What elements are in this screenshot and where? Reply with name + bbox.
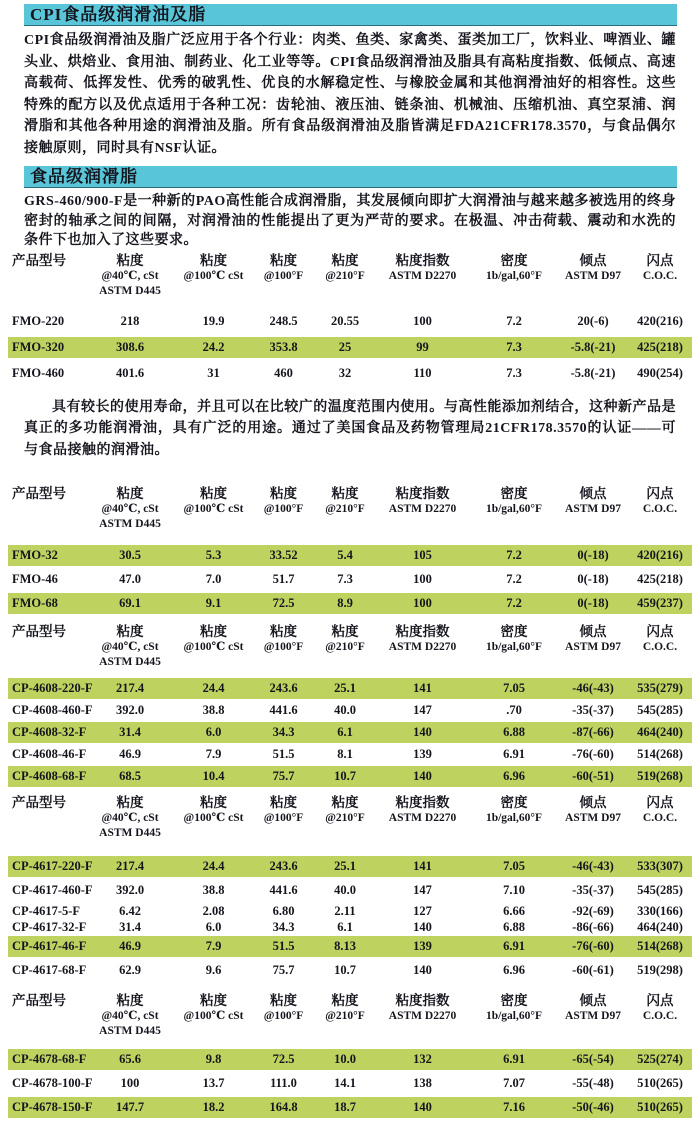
table-cell: 140 (413, 769, 432, 783)
datasheet-page (0, 4, 700, 1138)
table-column-header: 倾点 ASTM D97 (565, 795, 621, 824)
table-cell: 75.7 (272, 963, 295, 977)
table-cell: 490(254) (637, 365, 683, 380)
table-row (8, 744, 692, 765)
table-cell: 7.3 (506, 339, 522, 354)
product-model-cell: CP-4617-68-F (12, 963, 87, 977)
table-cell: 2.08 (202, 904, 225, 918)
table-row (8, 363, 692, 384)
table-cell: 6.1 (337, 725, 353, 739)
table-cell: 132 (413, 1052, 432, 1066)
table-column-header: 产品型号 (12, 252, 66, 268)
table-cell: 308.6 (115, 339, 145, 354)
product-model-cell: CP-4608-68-F (12, 769, 87, 783)
table-cell: 100 (120, 1076, 140, 1090)
product-model-cell: CP-4608-460-F (12, 703, 93, 717)
table-column-header: 产品型号 (12, 993, 66, 1008)
table-cell: 30.5 (119, 548, 141, 562)
table-row (8, 337, 692, 358)
table-column-header: 粘度 @100°F (263, 252, 304, 282)
table-cell: 31.4 (119, 725, 141, 739)
table-cell: 140 (413, 963, 432, 977)
table-cell: 20(-6) (577, 313, 609, 328)
table-cell: 47.0 (119, 572, 141, 586)
table-cell: -87(-66) (572, 725, 614, 739)
table-cell: 519(298) (637, 963, 683, 977)
table-cell: -65(-54) (572, 1052, 614, 1066)
table-cell: 0(-18) (577, 548, 609, 562)
table-cell: -5.8(-21) (570, 365, 616, 380)
table-cell: 6.0 (205, 920, 222, 934)
table-cell: 9.6 (205, 963, 222, 977)
table-cell: 14.1 (334, 1076, 356, 1090)
table-column-header: 闪点 C.O.C. (642, 624, 678, 653)
table-column-header: 粘度指数 ASTM D2270 (388, 624, 457, 653)
table-cell: 141 (413, 859, 432, 873)
table-cell: 46.9 (119, 747, 141, 761)
product-model-cell: FMO-460 (12, 365, 65, 380)
table-cell: 6.91 (503, 939, 525, 953)
table-cell: 127 (413, 904, 432, 918)
table-row (8, 880, 692, 901)
table-column-header: 粘度指数 ASTM D2270 (388, 993, 457, 1022)
product-model-cell: CP-4617-5-F (12, 904, 81, 918)
table-column-header: 粘度指数 ASTM D2270 (388, 252, 457, 282)
table-cell: 34.3 (272, 725, 295, 739)
table-cell: 19.9 (202, 313, 225, 328)
table-cell: 9.8 (205, 1052, 222, 1066)
table-column-header: 粘度 @100℃ cSt (183, 252, 244, 282)
product-model-cell: FMO-68 (12, 596, 58, 610)
table-cell: -60(-51) (572, 769, 614, 783)
table-column-header: 产品型号 (12, 486, 66, 501)
table-cell: 62.9 (119, 963, 141, 977)
table-column-header: 密度 1b/gal,60°F (485, 993, 543, 1022)
table-cell: 7.2 (506, 313, 522, 328)
table-header-row (8, 795, 692, 841)
table-cell: 6.0 (205, 725, 222, 739)
table-column-header: 倾点 ASTM D97 (565, 486, 621, 515)
table-cell: 464(240) (637, 920, 683, 934)
table-cell: 51.5 (272, 939, 295, 953)
table-header-row (8, 486, 692, 532)
table-column-header: 倾点 ASTM D97 (565, 993, 621, 1022)
table-cell: 243.6 (269, 681, 298, 695)
table-cell: 18.7 (334, 1100, 356, 1114)
table-cell: 7.05 (503, 681, 525, 695)
table-cell: 7.0 (205, 572, 222, 586)
table-cell: 441.6 (269, 703, 298, 717)
table-cell: 147 (413, 703, 432, 717)
table-cell: 147.7 (115, 1100, 145, 1114)
table-row (8, 311, 692, 332)
table-column-header: 粘度指数 ASTM D2270 (388, 795, 457, 824)
table-column-header: 粘度 @100℃ cSt (183, 993, 244, 1022)
product-model-cell: CP-4678-100-F (12, 1076, 93, 1090)
table-cell: 72.5 (272, 596, 295, 610)
table-cell: 464(240) (637, 725, 683, 739)
table-cell: 6.96 (503, 963, 525, 977)
table-column-header: 粘度 @40℃, cSt ASTM D445 (99, 624, 161, 668)
table-cell: -55(-48) (572, 1076, 614, 1090)
table-cell: 7.10 (503, 883, 525, 897)
table-cell: 8.1 (337, 747, 353, 761)
product-model-cell: CP-4617-32-F (12, 920, 87, 934)
table-cell: 40.0 (334, 703, 356, 717)
product-model-cell: FMO-320 (12, 339, 65, 354)
table-cell: 514(268) (637, 939, 683, 953)
table-cell: 13.7 (202, 1076, 225, 1090)
table-row (8, 936, 692, 957)
table-row (8, 678, 692, 699)
product-model-cell: FMO-32 (12, 548, 58, 562)
table-cell: 31.4 (119, 920, 141, 934)
table-cell: 441.6 (269, 883, 298, 897)
table-header-gap (8, 1039, 692, 1049)
paragraph-fmo-note: 具有较长的使用寿命，并且可以在比较广的温度范围内使用。与高性能添加剂结合，这种新产品是真正的多功能润滑油，具有广泛的用途。通过了美国食品及药物管理局21CFR178.3570的认证——可与食品接触的润滑油。 (24, 399, 676, 458)
table-cell: 8.9 (337, 596, 353, 610)
table-header-gap (8, 532, 692, 545)
product-model-cell: CP-4608-32-F (12, 725, 87, 739)
table-cell: 510(265) (637, 1100, 683, 1114)
table-column-header: 粘度 @40℃, cSt ASTM D445 (99, 486, 161, 530)
table-cell: 7.9 (205, 939, 222, 953)
table-cell: 7.07 (503, 1076, 525, 1090)
table-column-header: 闪点 C.O.C. (642, 795, 678, 824)
table-cell: 24.4 (202, 859, 225, 873)
table-cell: -76(-60) (572, 939, 614, 953)
table-row (8, 700, 692, 721)
table-cell: -5.8(-21) (570, 339, 616, 354)
table-cell: 7.3 (337, 572, 353, 586)
table-cell: 141 (413, 681, 432, 695)
table-cell: 353.8 (269, 339, 298, 354)
table-cell: 5.4 (337, 548, 353, 562)
table-header-row (8, 624, 692, 670)
table-row (8, 766, 692, 787)
table-cell: 6.66 (503, 904, 525, 918)
section-title-grease: 食品级润滑脂 (24, 166, 677, 188)
table-column-header: 粘度 @100°F (263, 486, 304, 515)
table-cell: 420(216) (637, 313, 683, 328)
table-cell: .70 (506, 703, 522, 717)
product-table-fmo-heavy (8, 253, 692, 384)
table-column-header: 粘度 @210°F (325, 993, 365, 1022)
table-cell: 164.8 (269, 1100, 298, 1114)
table-cell: 392.0 (115, 883, 145, 897)
table-cell: 392.0 (115, 703, 145, 717)
table-cell: 24.4 (202, 681, 225, 695)
table-cell: 25 (338, 339, 352, 354)
product-table-cp4617 (8, 795, 692, 981)
product-model-cell: CP-4608-220-F (12, 681, 93, 695)
table-cell: 110 (413, 365, 432, 380)
table-row (8, 1049, 692, 1070)
table-cell: 100 (413, 313, 432, 328)
table-column-header: 倾点 ASTM D97 (565, 624, 621, 653)
table-cell: 401.6 (115, 365, 145, 380)
table-cell: 535(279) (637, 681, 683, 695)
product-model-cell: CP-4678-150-F (12, 1100, 93, 1114)
table-cell: 217.4 (115, 681, 145, 695)
table-cell: 75.7 (272, 769, 295, 783)
table-cell: 140 (413, 725, 432, 739)
table-cell: 7.2 (506, 572, 522, 586)
table-cell: 6.1 (337, 920, 353, 934)
paragraph-grease-intro: GRS-460/900-F是一种新的PAO高性能合成润滑脂，其发展倾向即扩大润滑油与越来越多被选用的终身密封的轴承之间的间隔，对润滑油的性能提出了更为严苛的要求。在极温、冲击荷载、震动和水洗的条件下也加入了这些要求。 (24, 194, 676, 248)
table-cell: 33.52 (269, 548, 298, 562)
table-header-gap (8, 299, 692, 311)
table-cell: 6.88 (503, 725, 525, 739)
table-header-row (8, 253, 692, 299)
product-table-cp4678 (8, 993, 692, 1118)
table-cell: 460 (274, 365, 293, 380)
table-column-header: 产品型号 (12, 624, 66, 639)
table-cell: 24.2 (202, 339, 225, 354)
table-row (8, 960, 692, 981)
table-cell: 0(-18) (577, 572, 609, 586)
table-row (8, 904, 692, 919)
table-cell: 420(216) (637, 548, 683, 562)
table-cell: 7.05 (503, 859, 525, 873)
table-cell: 147 (413, 883, 432, 897)
table-row (8, 1097, 692, 1118)
table-cell: 459(237) (637, 596, 683, 610)
table-cell: -35(-37) (572, 883, 614, 897)
table-cell: 525(274) (637, 1052, 683, 1066)
table-cell: 6.88 (503, 920, 525, 934)
table-cell: 6.96 (503, 769, 525, 783)
table-cell: 105 (413, 548, 432, 562)
table-column-header: 闪点 C.O.C. (642, 486, 678, 515)
table-cell: 6.80 (272, 904, 295, 918)
table-column-header: 粘度 @40℃, cSt ASTM D445 (99, 795, 161, 839)
table-cell: 9.1 (205, 596, 222, 610)
table-cell: 138 (413, 1076, 432, 1090)
table-column-header: 粘度 @40℃, cSt ASTM D445 (99, 252, 161, 297)
table-row (8, 856, 692, 877)
table-cell: 217.4 (115, 859, 145, 873)
table-cell: 330(166) (637, 904, 683, 918)
table-column-header: 粘度 @100℃ cSt (183, 624, 244, 653)
table-column-header: 粘度 @210°F (325, 795, 365, 824)
table-column-header: 闪点 C.O.C. (642, 993, 678, 1022)
table-cell: 8.13 (334, 939, 356, 953)
table-cell: 7.16 (503, 1100, 525, 1114)
table-cell: -60(-61) (572, 963, 614, 977)
table-cell: 140 (413, 1100, 432, 1114)
table-cell: 7.9 (205, 747, 222, 761)
table-cell: 65.6 (119, 1052, 141, 1066)
table-cell: 545(285) (637, 703, 683, 717)
table-column-header: 产品型号 (12, 795, 66, 810)
table-cell: 46.9 (119, 939, 141, 953)
table-cell: 2.11 (334, 904, 356, 918)
table-column-header: 密度 1b/gal,60°F (485, 252, 543, 282)
table-cell: 514(268) (637, 747, 683, 761)
table-cell: 51.7 (272, 572, 295, 586)
table-cell: 519(268) (637, 769, 683, 783)
table-row (8, 593, 692, 614)
table-column-header: 粘度 @210°F (325, 624, 365, 653)
table-cell: 38.8 (202, 883, 225, 897)
table-cell: 6.91 (503, 1052, 525, 1066)
paragraph-oils-intro: CPI食品级润滑油及脂广泛应用于各个行业：肉类、鱼类、家禽类、蛋类加工厂，饮料业、啤酒业、罐头业、烘焙业、食用油、制药业、化工业等等。CPI食品级润滑油及脂具有高粘度指数、低倾点、高速高载荷、低挥发性、优秀的破乳性、优良的水解稳定性、与橡胶金属和其他润滑油好的相容性。这些特殊的配方以及优点适用于各种工况：齿轮油、液压油、链条油、机械油、压缩机油、真空泵浦、润滑脂和其他各种用途的润滑油及脂。所有食品级润滑油及脂皆满足FDA21CFR178.3570，与食品偶尔接触原则，同时具有NSF认证。 (24, 33, 676, 156)
table-cell: 10.4 (202, 769, 225, 783)
table-cell: 111.0 (270, 1076, 297, 1090)
table-cell: 72.5 (272, 1052, 295, 1066)
table-cell: -46(-43) (572, 859, 614, 873)
table-cell: -86(-66) (572, 920, 614, 934)
table-cell: -35(-37) (572, 703, 614, 717)
table-column-header: 粘度 @210°F (325, 252, 365, 282)
table-header-gap (8, 670, 692, 678)
table-cell: 218 (120, 313, 140, 328)
table-cell: 140 (413, 920, 432, 934)
table-cell: 545(285) (637, 883, 683, 897)
table-cell: 40.0 (334, 883, 356, 897)
table-cell: 510(265) (637, 1076, 683, 1090)
section-title-oils: CPI食品级润滑油及脂 (24, 4, 677, 26)
product-model-cell: CP-4617-46-F (12, 939, 87, 953)
table-cell: 425(218) (637, 572, 683, 586)
table-row (8, 920, 692, 935)
table-header-gap (8, 841, 692, 856)
table-column-header: 粘度 @100°F (263, 624, 304, 653)
product-model-cell: FMO-220 (12, 313, 65, 328)
product-model-cell: CP-4678-68-F (12, 1052, 87, 1066)
table-column-header: 密度 1b/gal,60°F (485, 624, 543, 653)
table-column-header: 粘度 @100°F (263, 993, 304, 1022)
table-column-header: 粘度 @100℃ cSt (183, 795, 244, 824)
table-row (8, 1073, 692, 1094)
table-cell: 18.2 (202, 1100, 225, 1114)
table-cell: -76(-60) (572, 747, 614, 761)
table-cell: 7.3 (506, 365, 522, 380)
table-cell: 100 (413, 596, 432, 610)
product-model-cell: FMO-46 (12, 572, 58, 586)
table-column-header: 密度 1b/gal,60°F (485, 486, 543, 515)
table-cell: 7.2 (506, 548, 522, 562)
table-cell: 20.55 (330, 313, 360, 328)
table-column-header: 倾点 ASTM D97 (565, 252, 621, 282)
table-cell: 100 (413, 572, 432, 586)
table-column-header: 粘度 @100°F (263, 795, 304, 824)
table-cell: 139 (413, 939, 432, 953)
table-row (8, 569, 692, 590)
table-column-header: 粘度 @40℃, cSt ASTM D445 (99, 993, 161, 1037)
table-cell: -92(-69) (572, 904, 614, 918)
table-cell: 533(307) (637, 859, 683, 873)
table-cell: 34.3 (272, 920, 295, 934)
table-cell: 10.7 (334, 963, 356, 977)
table-column-header: 粘度 @210°F (325, 486, 365, 515)
table-cell: 243.6 (269, 859, 298, 873)
table-cell: 139 (413, 747, 432, 761)
table-cell: -46(-43) (572, 681, 614, 695)
table-cell: 69.1 (119, 596, 141, 610)
table-cell: 68.5 (119, 769, 141, 783)
product-model-cell: CP-4617-220-F (12, 859, 93, 873)
table-cell: 5.3 (205, 548, 222, 562)
table-column-header: 粘度指数 ASTM D2270 (388, 486, 457, 515)
table-cell: 10.7 (334, 769, 356, 783)
table-row (8, 722, 692, 743)
table-column-header: 密度 1b/gal,60°F (485, 795, 543, 824)
table-cell: -50(-46) (572, 1100, 614, 1114)
product-table-fmo-light (8, 486, 692, 614)
table-cell: 7.2 (506, 596, 522, 610)
table-row (8, 545, 692, 566)
table-cell: 10.0 (334, 1052, 356, 1066)
product-model-cell: CP-4608-46-F (12, 747, 87, 761)
table-header-row (8, 993, 692, 1039)
table-cell: 31 (207, 365, 220, 380)
table-cell: 425(218) (637, 339, 683, 354)
table-cell: 25.1 (334, 681, 356, 695)
table-cell: 25.1 (334, 859, 356, 873)
product-model-cell: CP-4617-460-F (12, 883, 93, 897)
table-cell: 6.42 (119, 904, 141, 918)
table-cell: 6.91 (503, 747, 525, 761)
product-table-cp4608 (8, 624, 692, 787)
table-cell: 38.8 (202, 703, 225, 717)
table-cell: 32 (338, 365, 352, 380)
table-column-header: 粘度 @100℃ cSt (183, 486, 244, 515)
table-column-header: 闪点 C.O.C. (642, 252, 678, 282)
table-cell: 248.5 (269, 313, 298, 328)
table-cell: 0(-18) (577, 596, 609, 610)
table-cell: 99 (416, 339, 429, 354)
table-cell: 51.5 (272, 747, 295, 761)
